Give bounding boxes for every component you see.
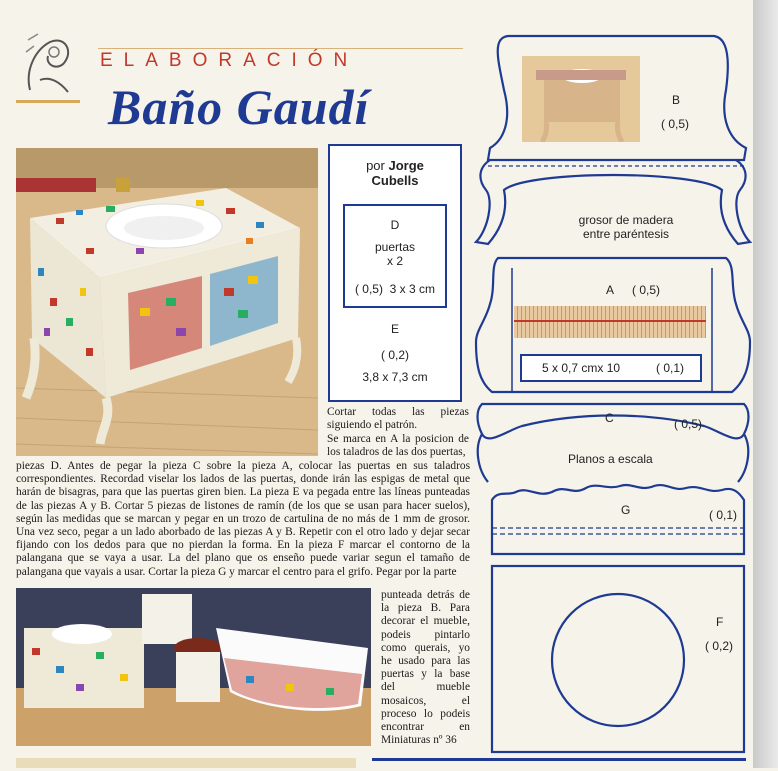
text-mark-holes: Se marca en A la posicion de los taladros de las dos puertas, <box>327 433 469 459</box>
ruler-strip <box>514 306 706 338</box>
bottom-strip-left <box>16 758 356 768</box>
piece-e-letter: E <box>390 322 399 336</box>
credit-author-first: Jorge <box>388 158 424 173</box>
piece-e-thickness: ( 0,2) <box>380 348 409 362</box>
piece-d-name: puertas <box>374 240 416 254</box>
piece-a-size: 5 x 0,7 cmx 10 <box>542 361 621 375</box>
piece-d-box <box>343 204 447 308</box>
text-cut-pieces: Cortar todas las piezas siguiendo el patrón. <box>327 406 469 432</box>
credit-by: por <box>366 158 385 173</box>
logo-underline <box>16 100 80 103</box>
piece-e-size: 3,8 x 7,3 cm <box>362 370 428 384</box>
piece-f-thickness: ( 0,2) <box>705 639 734 653</box>
page-title: Baño Gaudí <box>108 79 370 135</box>
bathroom-set-photo <box>16 588 371 746</box>
piece-b-thickness: ( 0,5) <box>661 117 690 131</box>
piece-g-letter: G <box>621 503 631 517</box>
piece-d-qty: x 2 <box>386 254 403 268</box>
piece-f-letter: F <box>716 615 724 629</box>
piece-c-letter: C <box>605 411 614 425</box>
piece-a-size-box <box>520 354 702 382</box>
piece-c-thickness: ( 0,5) <box>674 417 703 431</box>
note-wood-thickness <box>562 213 690 241</box>
note-wood-line2: entre paréntesis <box>582 227 670 241</box>
header-rule <box>98 48 463 49</box>
bottom-strip-right <box>372 758 746 771</box>
piece-a-size-thickness: ( 0,1) <box>656 361 685 375</box>
text-main-instructions: piezas D. Antes de pegar la pieza C sobre la pieza A, colocar las puertas en sus taladros correspondientes. Recordad viselar los lados de las puertas, donde irán las espigas de metal que harán de bisagras, para que las puertas giren bien. La pieza E va pegada entre las líneas punteadas de las piezas A y B. Cortar 5 piezas de listones de ramín (de los que se usan para hacer suelos), según las medidas que se marcan y pegar en un trozo de cartulina de no más de 1 mm de grosor. Una vez seco, pegar a un lado aborbado de las piezas A y B. Repetir con el otro lado y dejar secar fijando con los dedos para que no pierdan la forma. En la pieza F marcar el contorno de la palangana que se vaya a usar. La del plano que os enseño puede variar segun el tamaño de palangana que vayais a usar. Cortar la pieza G y marcar el centro para el grifo. Pegar por la parte <box>16 460 470 578</box>
piece-d-letter: D <box>390 218 400 232</box>
note-scale: Planos a escala <box>568 452 653 466</box>
decorative-logo <box>20 30 78 100</box>
piece-d-thickness: ( 0,5) <box>354 282 383 296</box>
piece-d-size: 3 x 3 cm <box>389 282 436 296</box>
pieces-info-box <box>328 144 462 402</box>
piece-a-thickness: ( 0,5) <box>632 283 661 297</box>
piece-b-letter: B <box>672 93 681 107</box>
plan-photo-vanity-back <box>522 56 640 142</box>
text-decorate: punteada detrás de la pieza B. Para decorar el mueble, podeis pintarlo como querais, yo he usado para las puertas y la base del mueble mosaicos, el proceso lo podeis encontrar en Miniaturas nº 36 <box>381 589 470 747</box>
note-wood-line1: grosor de madera <box>578 213 674 227</box>
piece-g-thickness: ( 0,1) <box>709 508 738 522</box>
main-photo-vanity <box>16 148 318 456</box>
piece-a-letter: A <box>606 283 615 297</box>
section-kicker: ELABORACIÓN <box>100 50 359 71</box>
credit-author-last: Cubells <box>371 173 419 188</box>
